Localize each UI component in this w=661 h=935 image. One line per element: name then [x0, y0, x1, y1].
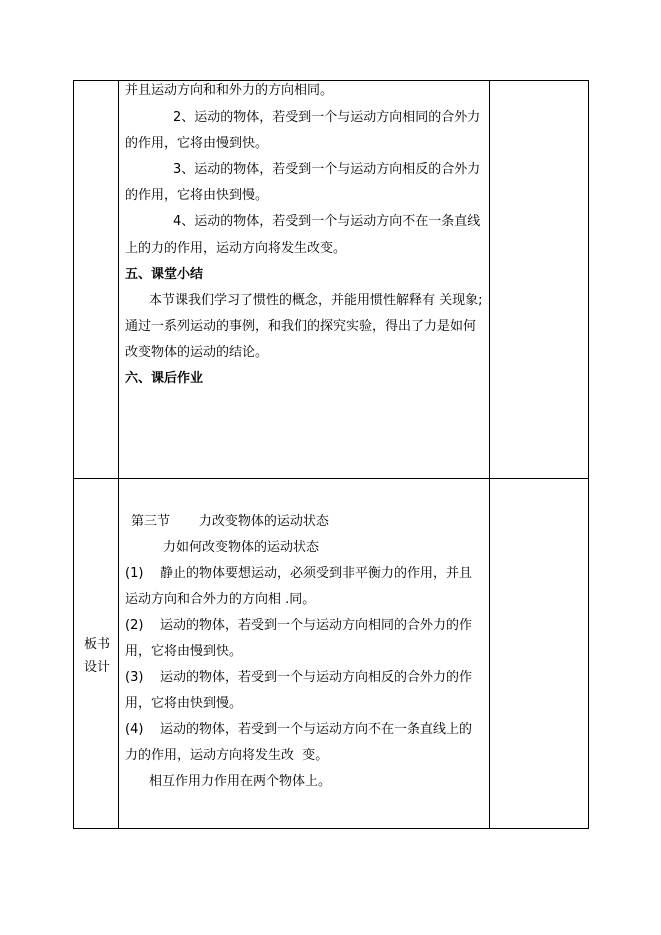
text-line: 用，它将由快到慢。: [125, 696, 243, 711]
text-line: 用，它将由慢到快。: [125, 644, 243, 659]
board-title: 第三节 力改变物体的运动状态: [131, 514, 329, 529]
text-line: 通过一系列运动的事例，和我们的探究实验，得出了力是如何: [125, 319, 477, 334]
text-line: 相互作用力作用在两个物体上。: [149, 774, 332, 789]
text-line: 本节课我们学习了惯性的概念，并能用惯性解释有 关现象;: [149, 293, 483, 308]
text-line: 上的力的作用，运动方向将发生改变。: [125, 241, 347, 256]
board-design-label: 设计: [84, 660, 111, 675]
table-column-divider-right: [489, 80, 490, 829]
board-subtitle: 力如何改变物体的运动状态: [163, 540, 320, 555]
text-line: 的作用，它将由慢到快。: [125, 136, 269, 151]
text-line: 的作用，它将由快到慢。: [125, 188, 269, 203]
section-heading-homework: 六、课后作业: [125, 371, 204, 386]
text-line: 并且运动方向和和外力的方向相同。: [125, 83, 334, 98]
text-line: (3) 运动的物体，若受到一个与运动方向相反的合外力的作: [125, 670, 472, 685]
text-line: (4) 运动的物体，若受到一个与运动方向不在一条直线上的: [125, 722, 472, 737]
text-line: 力的作用，运动方向将发生改 变。: [125, 748, 329, 763]
text-line: (1) 静止的物体要想运动，必须受到非平衡力的作用，并且: [125, 566, 472, 581]
section-heading-summary: 五、课堂小结: [125, 267, 204, 282]
text-line: 2、运动的物体，若受到一个与运动方向相同的合外力: [173, 110, 481, 125]
text-line: 4、运动的物体，若受到一个与运动方向不在一条直线: [173, 214, 481, 229]
text-line: (2) 运动的物体，若受到一个与运动方向相同的合外力的作: [125, 618, 472, 633]
table-row-divider: [73, 478, 589, 479]
text-line: 3、运动的物体，若受到一个与运动方向相反的合外力: [173, 162, 481, 177]
table-column-divider-left: [118, 80, 119, 829]
text-line: 改变物体的运动的结论。: [125, 345, 269, 360]
board-design-label: 板书: [84, 637, 111, 652]
text-line: 运动方向和合外力的方向相 .同。: [125, 592, 316, 607]
